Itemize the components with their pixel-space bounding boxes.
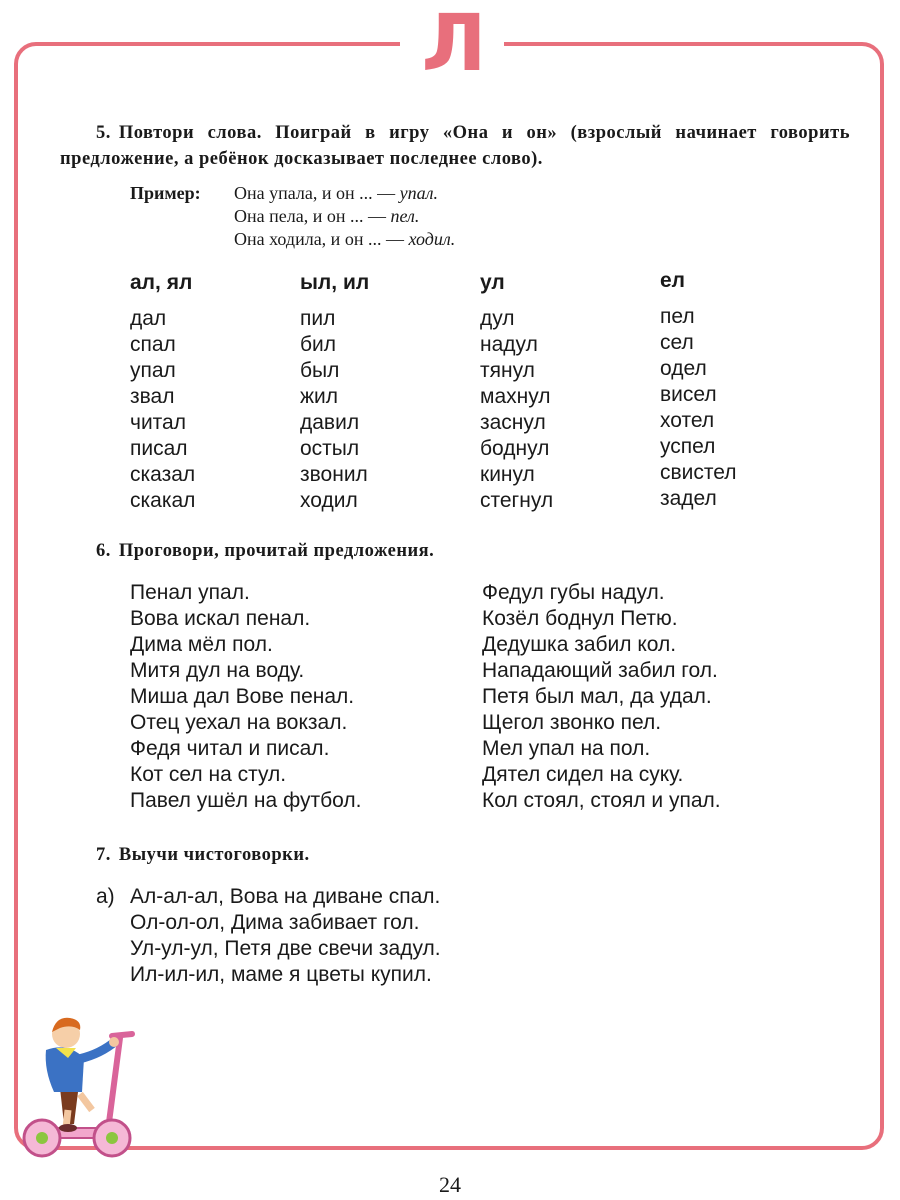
example-answer: ходил. — [408, 229, 456, 249]
scooter-stem — [108, 1038, 120, 1130]
task-7-text: Выучи чистоговорки. — [118, 845, 310, 865]
sentence: Вова искал пенал. — [130, 607, 311, 630]
column-header: ал, ял — [130, 271, 193, 294]
sentence: Митя дул на воду. — [130, 659, 305, 682]
sentence: Петя был мал, да удал. — [482, 685, 712, 708]
column-header: ел — [660, 269, 686, 292]
column-header: ул — [480, 271, 505, 294]
page-number: 24 — [439, 1172, 461, 1197]
word: давил — [300, 411, 360, 434]
sentence: Щегол звонко пел. — [482, 711, 662, 734]
word: сел — [660, 331, 694, 354]
word: остыл — [300, 437, 360, 460]
word: бил — [300, 333, 337, 356]
word: жил — [300, 385, 339, 408]
boy-leg-raised — [80, 1094, 92, 1110]
task-5-text: Повтори слова. Поиграй в игру «Она и он» (взрослый начинает говорить предложение, а ребёнок досказывает последнее слово). — [60, 123, 850, 169]
word: боднул — [480, 437, 550, 460]
word: спал — [130, 333, 176, 356]
word: писал — [130, 437, 188, 460]
word-column-yl — [300, 270, 369, 514]
word: стегнул — [480, 489, 554, 512]
twister-line: Ол-ол-ол, Дима забивает гол. — [130, 911, 420, 934]
word: надул — [480, 333, 538, 356]
word: был — [300, 359, 340, 382]
sentence: Дятел сидел на суку. — [482, 763, 684, 786]
scooter-handlebar — [112, 1034, 132, 1036]
twister-line: Ал-ал-ал, Вова на диване спал. — [130, 885, 441, 908]
rear-hub — [36, 1132, 48, 1144]
word: одел — [660, 357, 707, 380]
example-lines — [234, 182, 455, 251]
boy-on-scooter-illustration — [8, 1010, 140, 1160]
word: заснул — [480, 411, 546, 434]
boy-arm — [74, 1044, 112, 1060]
item-label: а) — [96, 885, 115, 908]
word: свистел — [660, 461, 737, 484]
boy-shoe — [59, 1124, 77, 1132]
word: дул — [480, 307, 515, 330]
task-5-instruction — [60, 120, 850, 172]
word: скакал — [130, 489, 196, 512]
word-column-el — [660, 268, 737, 512]
sentence: Козёл боднул Петю. — [482, 607, 678, 630]
sentence: Кол стоял, стоял и упал. — [482, 789, 721, 812]
task-5-number: 5. — [96, 123, 111, 143]
sentence: Миша дал Вове пенал. — [130, 685, 355, 708]
header-letter: Л — [421, 0, 487, 89]
example-label: Пример: — [130, 183, 201, 203]
word: махнул — [480, 385, 551, 408]
twister-line: Ил-ил-ил, маме я цветы купил. — [130, 963, 432, 986]
word: упал — [130, 359, 176, 382]
word: успел — [660, 435, 716, 458]
word: хотел — [660, 409, 715, 432]
task-6-text: Проговори, прочитай предложения. — [118, 541, 435, 561]
sentence: Дима мёл пол. — [130, 633, 273, 656]
front-hub — [106, 1132, 118, 1144]
sentence: Нападающий забил гол. — [482, 659, 718, 682]
word: кинул — [480, 463, 535, 486]
task-6-instruction — [96, 538, 434, 564]
sentences-right — [482, 580, 721, 814]
word: читал — [130, 411, 186, 434]
word: пил — [300, 307, 336, 330]
sentence: Павел ушёл на футбол. — [130, 789, 362, 812]
sentence: Федя читал и писал. — [130, 737, 330, 760]
task-6-number: 6. — [96, 541, 111, 561]
example-line: Она пела, и он ... — пел. — [234, 206, 420, 226]
task-7-instruction — [96, 842, 310, 868]
sentence: Кот сел на стул. — [130, 763, 287, 786]
word-column-al — [130, 270, 195, 514]
word: звал — [130, 385, 175, 408]
example-answer: пел. — [390, 206, 420, 226]
example-line: Она упала, и он ... — упал. — [234, 183, 438, 203]
word: звонил — [300, 463, 368, 486]
sentence: Федул губы надул. — [482, 581, 665, 604]
sentences-left — [130, 580, 361, 814]
sentence: Мел упал на пол. — [482, 737, 651, 760]
word: ходил — [300, 489, 358, 512]
word: сказал — [130, 463, 196, 486]
twister-line: Ул-ул-ул, Петя две свечи задул. — [130, 937, 441, 960]
word: задел — [660, 487, 717, 510]
column-header: ыл, ил — [300, 271, 370, 294]
sentence: Отец уехал на вокзал. — [130, 711, 348, 734]
word: пел — [660, 305, 695, 328]
word: дал — [130, 307, 167, 330]
task-7-number: 7. — [96, 845, 111, 865]
example-answer: упал. — [399, 183, 438, 203]
sentence: Пенал упал. — [130, 581, 250, 604]
word-column-ul — [480, 270, 553, 514]
sentence: Дедушка забил кол. — [482, 633, 677, 656]
word: висел — [660, 383, 717, 406]
boy-hand — [109, 1037, 119, 1047]
word: тянул — [480, 359, 535, 382]
example-line: Она ходила, и он ... — ходил. — [234, 229, 456, 249]
tongue-twisters — [130, 884, 441, 988]
